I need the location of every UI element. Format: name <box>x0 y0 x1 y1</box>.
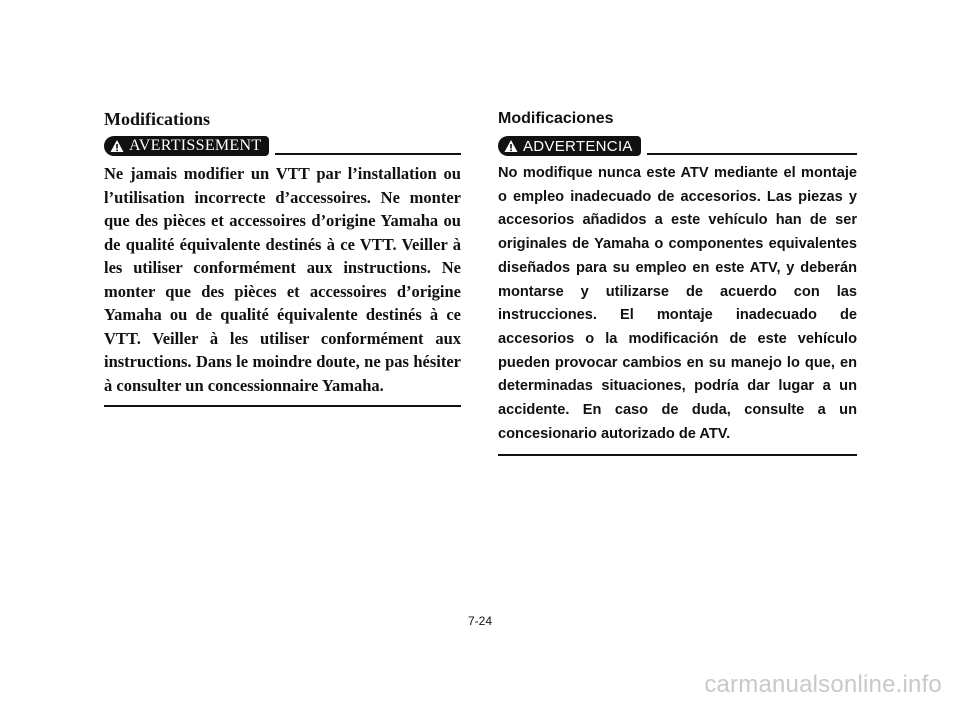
page-number: 7-24 <box>467 614 493 628</box>
warning-badge-fr <box>104 136 269 156</box>
end-rule-es <box>498 454 857 456</box>
warning-triangle-icon <box>504 139 518 153</box>
warning-rule-es <box>647 153 857 155</box>
warning-badge-es <box>498 136 641 156</box>
warning-rule-fr <box>275 153 461 155</box>
warning-body-es: No modifique nunca este ATV mediante el montaje o empleo inadecuado de accesorios. Las piezas y accesorios añadidos a este vehículo han de ser originales de Yamaha o componentes equivalentes diseñados para su empleo en este ATV, y deberán montarse y utilizarse de acuerdo con las instrucciones. El montaje inadecuado de accesorios o la modificación de este vehículo pueden provocar cambios en su manejo lo que, en determinadas situaciones, podría dar lugar a un accidente. En caso de duda, consulte a un concesionario autorizado de ATV. <box>498 165 857 442</box>
warning-body-fr: Ne jamais modifier un VTT par l’installation ou l’utilisation incorrecte d’accessoires. Ne monter que des pièces et accessoires d’origine Yamaha ou de qualité équivalente destinés à ce VTT. Veiller à les utiliser conformément aux instructions. Ne monter que des pièces et accessoires d’origine Yamaha ou de qualité équivalente destinés à ce VTT. Veiller à les utiliser conformément aux instructions. Dans le moindre doute, ne pas hésiter à consulter un concessionnaire Yamaha. <box>104 164 461 395</box>
french-column <box>104 108 461 407</box>
warning-header-fr <box>104 134 461 156</box>
watermark: carmanualsonline.info <box>704 671 942 698</box>
end-rule-fr <box>104 405 461 407</box>
warning-triangle-icon <box>110 139 124 153</box>
warning-label-fr: AVERTISSEMENT <box>129 137 262 154</box>
warning-label-es: ADVERTENCIA <box>523 137 633 155</box>
section-title-es: Modificaciones <box>498 110 614 127</box>
section-title-fr: Modifications <box>104 109 210 129</box>
warning-header-es <box>498 134 857 156</box>
spanish-column <box>498 108 857 456</box>
